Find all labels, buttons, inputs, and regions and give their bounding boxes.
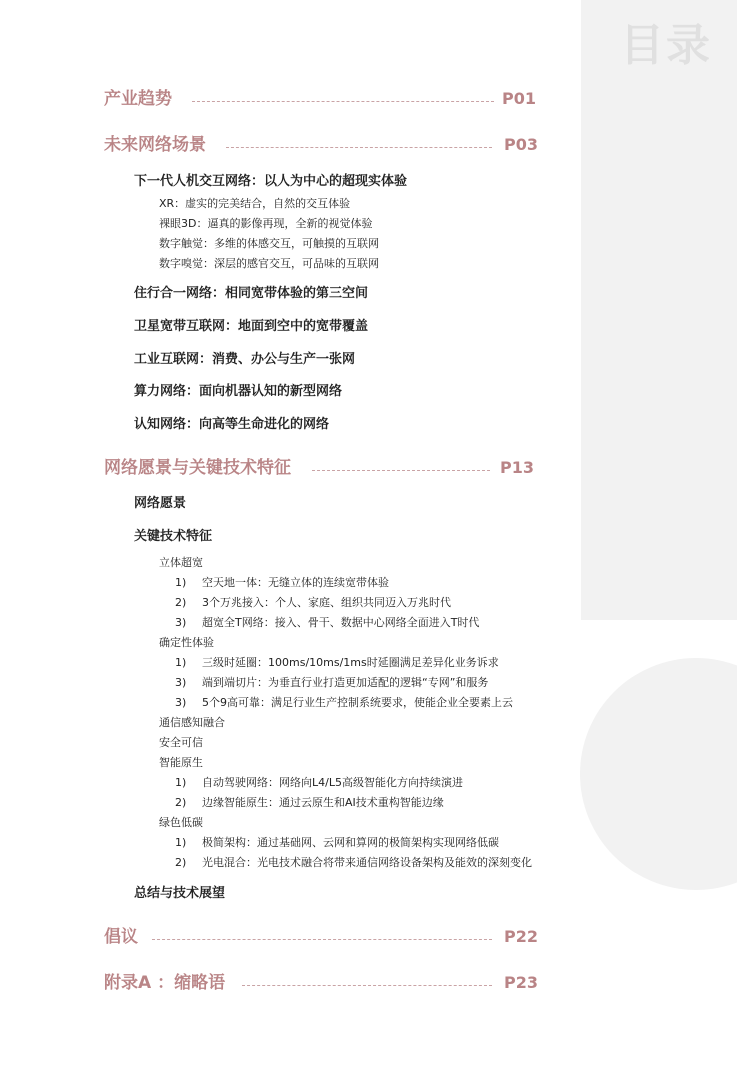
toc-section-appendix-abbreviations[interactable] <box>104 971 536 995</box>
toc-entry-edge-intelligence[interactable] <box>175 795 444 811</box>
toc-entry-intelligence-native[interactable]: 智能原生 <box>159 756 203 769</box>
page-number: P22 <box>504 927 538 946</box>
dotted-leader <box>242 985 492 986</box>
item-number: 3) <box>175 696 187 709</box>
dotted-leader <box>226 147 492 148</box>
page-number: P23 <box>504 973 538 992</box>
toc-entry-key-features[interactable]: 关键技术特征 <box>134 529 213 544</box>
section-title: 产业趋势 <box>104 89 172 109</box>
page-number: P01 <box>502 89 536 108</box>
item-number: 1) <box>175 656 187 669</box>
toc-section-future-scenarios[interactable] <box>104 133 536 157</box>
decorative-circle <box>580 658 737 890</box>
toc-entry-security-trust[interactable]: 安全可信 <box>159 736 203 749</box>
toc-entry-glasses-free-3d[interactable]: 裸眼3D：逼真的影像再现，全新的视觉体验 <box>159 217 373 230</box>
section-title: 网络愿景与关键技术特征 <box>104 458 291 478</box>
toc-entry-cognitive-network[interactable]: 认知网络：向高等生命进化的网络 <box>134 417 330 432</box>
page-number: P13 <box>500 458 534 477</box>
toc-entry-digital-touch[interactable]: 数字触觉：多维的体感交互，可触摸的互联网 <box>159 237 379 250</box>
toc-entry-comm-sensing[interactable]: 通信感知融合 <box>159 716 225 729</box>
toc-entry-all-t-network[interactable] <box>175 615 479 631</box>
toc-entry-latency-circles[interactable] <box>175 655 499 671</box>
toc-section-vision-features[interactable] <box>104 456 536 480</box>
item-text: 极简架构：通过基础网、云网和算网的极简架构实现网络低碳 <box>202 836 499 849</box>
dotted-leader <box>152 939 492 940</box>
item-text: 三级时延圈：100ms/10ms/1ms时延圈满足差异化业务诉求 <box>202 656 499 669</box>
toc-entry-living-travel-network[interactable]: 住行合一网络：相同宽带体验的第三空间 <box>134 286 369 301</box>
item-text: 自动驾驶网络：网络向L4/L5高级智能化方向持续演进 <box>202 776 463 789</box>
section-title: 未来网络场景 <box>104 135 206 155</box>
page-number: P03 <box>504 135 538 154</box>
item-text: 端到端切片：为垂直行业打造更加适配的逻辑“专网”和服务 <box>202 676 489 689</box>
section-title: 倡议 <box>104 927 138 947</box>
item-text: 3个万兆接入：个人、家庭、组织共同迈入万兆时代 <box>202 596 451 609</box>
side-panel-background <box>581 0 737 620</box>
item-number: 3) <box>175 616 187 629</box>
item-number: 1) <box>175 836 187 849</box>
toc-entry-simplified-architecture[interactable] <box>175 835 499 851</box>
item-text: 空天地一体：无缝立体的连续宽带体验 <box>202 576 389 589</box>
toc-entry-green-low-carbon[interactable]: 绿色低碳 <box>159 816 203 829</box>
item-text: 边缘智能原生：通过云原生和AI技术重构智能边缘 <box>202 796 444 809</box>
toc-entry-deterministic-experience[interactable]: 确定性体验 <box>159 636 214 649</box>
toc-entry-ultra-broadband[interactable]: 立体超宽 <box>159 556 203 569</box>
item-number: 3) <box>175 676 187 689</box>
toc-title: 目录 <box>620 20 712 71</box>
toc-entry-optoelectronic-hybrid[interactable] <box>175 855 532 871</box>
item-number: 1) <box>175 576 187 589</box>
toc-entry-computing-network[interactable]: 算力网络：面向机器认知的新型网络 <box>134 384 343 399</box>
item-number: 2) <box>175 856 187 869</box>
toc-entry-10g-access[interactable] <box>175 595 451 611</box>
toc-entry-five-nines[interactable] <box>175 695 513 711</box>
toc-entry-network-vision[interactable]: 网络愿景 <box>134 496 187 511</box>
toc-entry-summary-outlook[interactable]: 总结与技术展望 <box>134 886 226 901</box>
toc-entry-industrial-internet[interactable]: 工业互联网：消费、办公与生产一张网 <box>134 352 356 367</box>
item-number: 2) <box>175 796 187 809</box>
toc-entry-xr[interactable]: XR：虚实的完美结合，自然的交互体验 <box>159 197 351 210</box>
item-text: 超宽全T网络：接入、骨干、数据中心网络全面进入T时代 <box>202 616 480 629</box>
item-number: 1) <box>175 776 187 789</box>
dotted-leader <box>312 470 490 471</box>
section-title: 附录A ：缩略语 <box>104 973 226 993</box>
toc-entry-digital-smell[interactable]: 数字嗅觉：深层的感官交互，可品味的互联网 <box>159 257 379 270</box>
toc-entry-satellite-broadband[interactable]: 卫星宽带互联网：地面到空中的宽带覆盖 <box>134 319 369 334</box>
item-number: 2) <box>175 596 187 609</box>
toc-entry-space-air-ground[interactable] <box>175 575 389 591</box>
item-text: 5个9高可靠：满足行业生产控制系统要求，使能企业全要素上云 <box>202 696 513 709</box>
toc-entry-autonomous-network[interactable] <box>175 775 463 791</box>
toc-entry-hci-network[interactable]: 下一代人机交互网络：以人为中心的超现实体验 <box>134 174 408 189</box>
toc-entry-e2e-slicing[interactable] <box>175 675 488 691</box>
toc-section-initiative[interactable] <box>104 925 536 949</box>
toc-section-industry-trends[interactable] <box>104 87 536 111</box>
item-text: 光电混合：光电技术融合将带来通信网络设备架构及能效的深刻变化 <box>202 856 532 869</box>
dotted-leader <box>192 101 494 102</box>
